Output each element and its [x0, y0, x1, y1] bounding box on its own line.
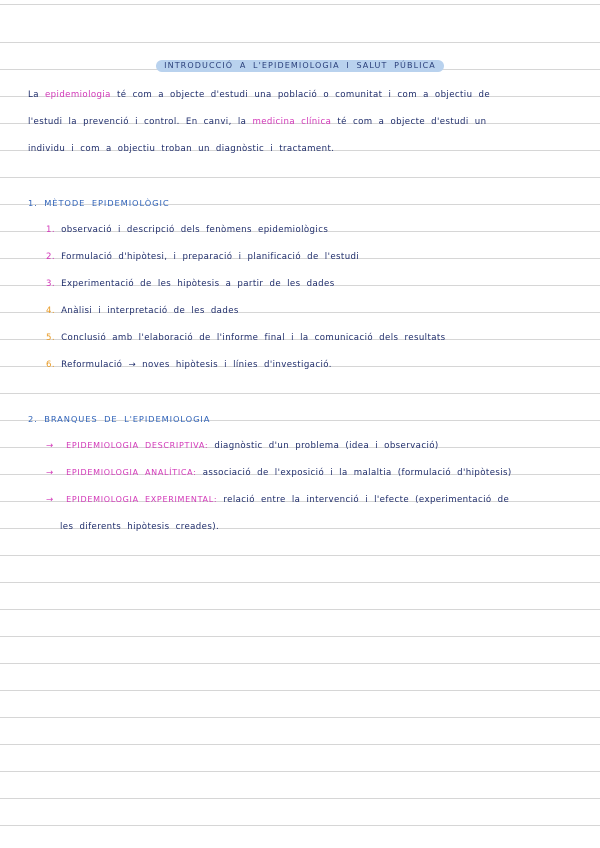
branch-continuation	[60, 521, 600, 533]
step-number: 1.	[46, 225, 55, 235]
section-2-heading	[28, 413, 600, 426]
branch-item	[46, 440, 600, 452]
branch-text: les diferents hipòtesis creades).	[60, 522, 220, 532]
arrow-right-icon: →	[46, 441, 54, 451]
method-step	[46, 305, 600, 317]
branch-item	[46, 494, 600, 506]
intro-text: individu i com a objectiu troban un diagnòstic i tractament.	[28, 144, 335, 154]
step-text: Experimentació de les hipòtesis a partir de les dades	[61, 279, 335, 289]
method-step	[46, 278, 600, 290]
branch-name: EPIDEMIOLOGIA EXPERIMENTAL:	[66, 495, 218, 504]
intro-line-3	[28, 143, 540, 155]
branch-text: diagnòstic d'un problema (idea i observació)	[214, 441, 439, 451]
method-step	[46, 359, 600, 371]
intro-line-2	[28, 116, 540, 128]
step-text: Reformulació → noves hipòtesis i línies d'investigació.	[61, 360, 332, 370]
branch-name: EPIDEMIOLOGIA ANALÍTICA:	[66, 468, 197, 477]
step-text: Conclusió amb l'elaboració de l'informe final i la comunicació dels resultats	[61, 333, 446, 343]
section-heading: 1. MÈTODE EPIDEMIOLÒGIC	[28, 198, 170, 208]
section-heading: 2. BRANQUES DE L'EPIDEMIOLOGIA	[28, 414, 211, 424]
step-number: 6.	[46, 360, 55, 370]
method-step	[46, 332, 600, 344]
step-text: Anàlisi i interpretació de les dades	[61, 306, 239, 316]
method-step	[46, 224, 600, 236]
step-text: observació i descripció dels fenòmens epidemiològics	[61, 225, 329, 235]
step-number: 4.	[46, 306, 55, 316]
method-step	[46, 251, 600, 263]
step-number: 2.	[46, 252, 55, 262]
intro-line-1	[28, 89, 540, 101]
branch-name: EPIDEMIOLOGIA DESCRIPTIVA:	[66, 441, 209, 450]
step-number: 3.	[46, 279, 55, 289]
branch-item	[46, 467, 600, 479]
branch-text: relació entre la intervenció i l'efecte (experimentació de	[223, 495, 510, 505]
step-text: Formulació d'hipòtesi, i preparació i planificació de l'estudi	[61, 252, 360, 262]
intro-text: La	[28, 90, 39, 100]
intro-text: té com a objecte d'estudi una població o comunitat i com a objectiu de	[116, 90, 491, 100]
title-row	[0, 60, 600, 72]
intro-text: l'estudi la prevenció i control. En canvi, la	[28, 117, 247, 127]
arrow-right-icon: →	[46, 468, 54, 478]
term-medicina-clinica: medicina clínica	[252, 117, 332, 127]
step-number: 5.	[46, 333, 55, 343]
intro-text: té com a objecte d'estudi un	[337, 117, 487, 127]
branch-text: associació de l'exposició i la malaltia (formulació d'hipòtesis)	[202, 468, 512, 478]
term-epidemiologia: epidemiologia	[45, 90, 111, 100]
arrow-right-icon: →	[46, 495, 54, 505]
page-title: INTRODUCCIÓ A L'EPIDEMIOLOGIA I SALUT PÚBLICA	[156, 60, 444, 72]
section-1-heading	[28, 197, 600, 210]
